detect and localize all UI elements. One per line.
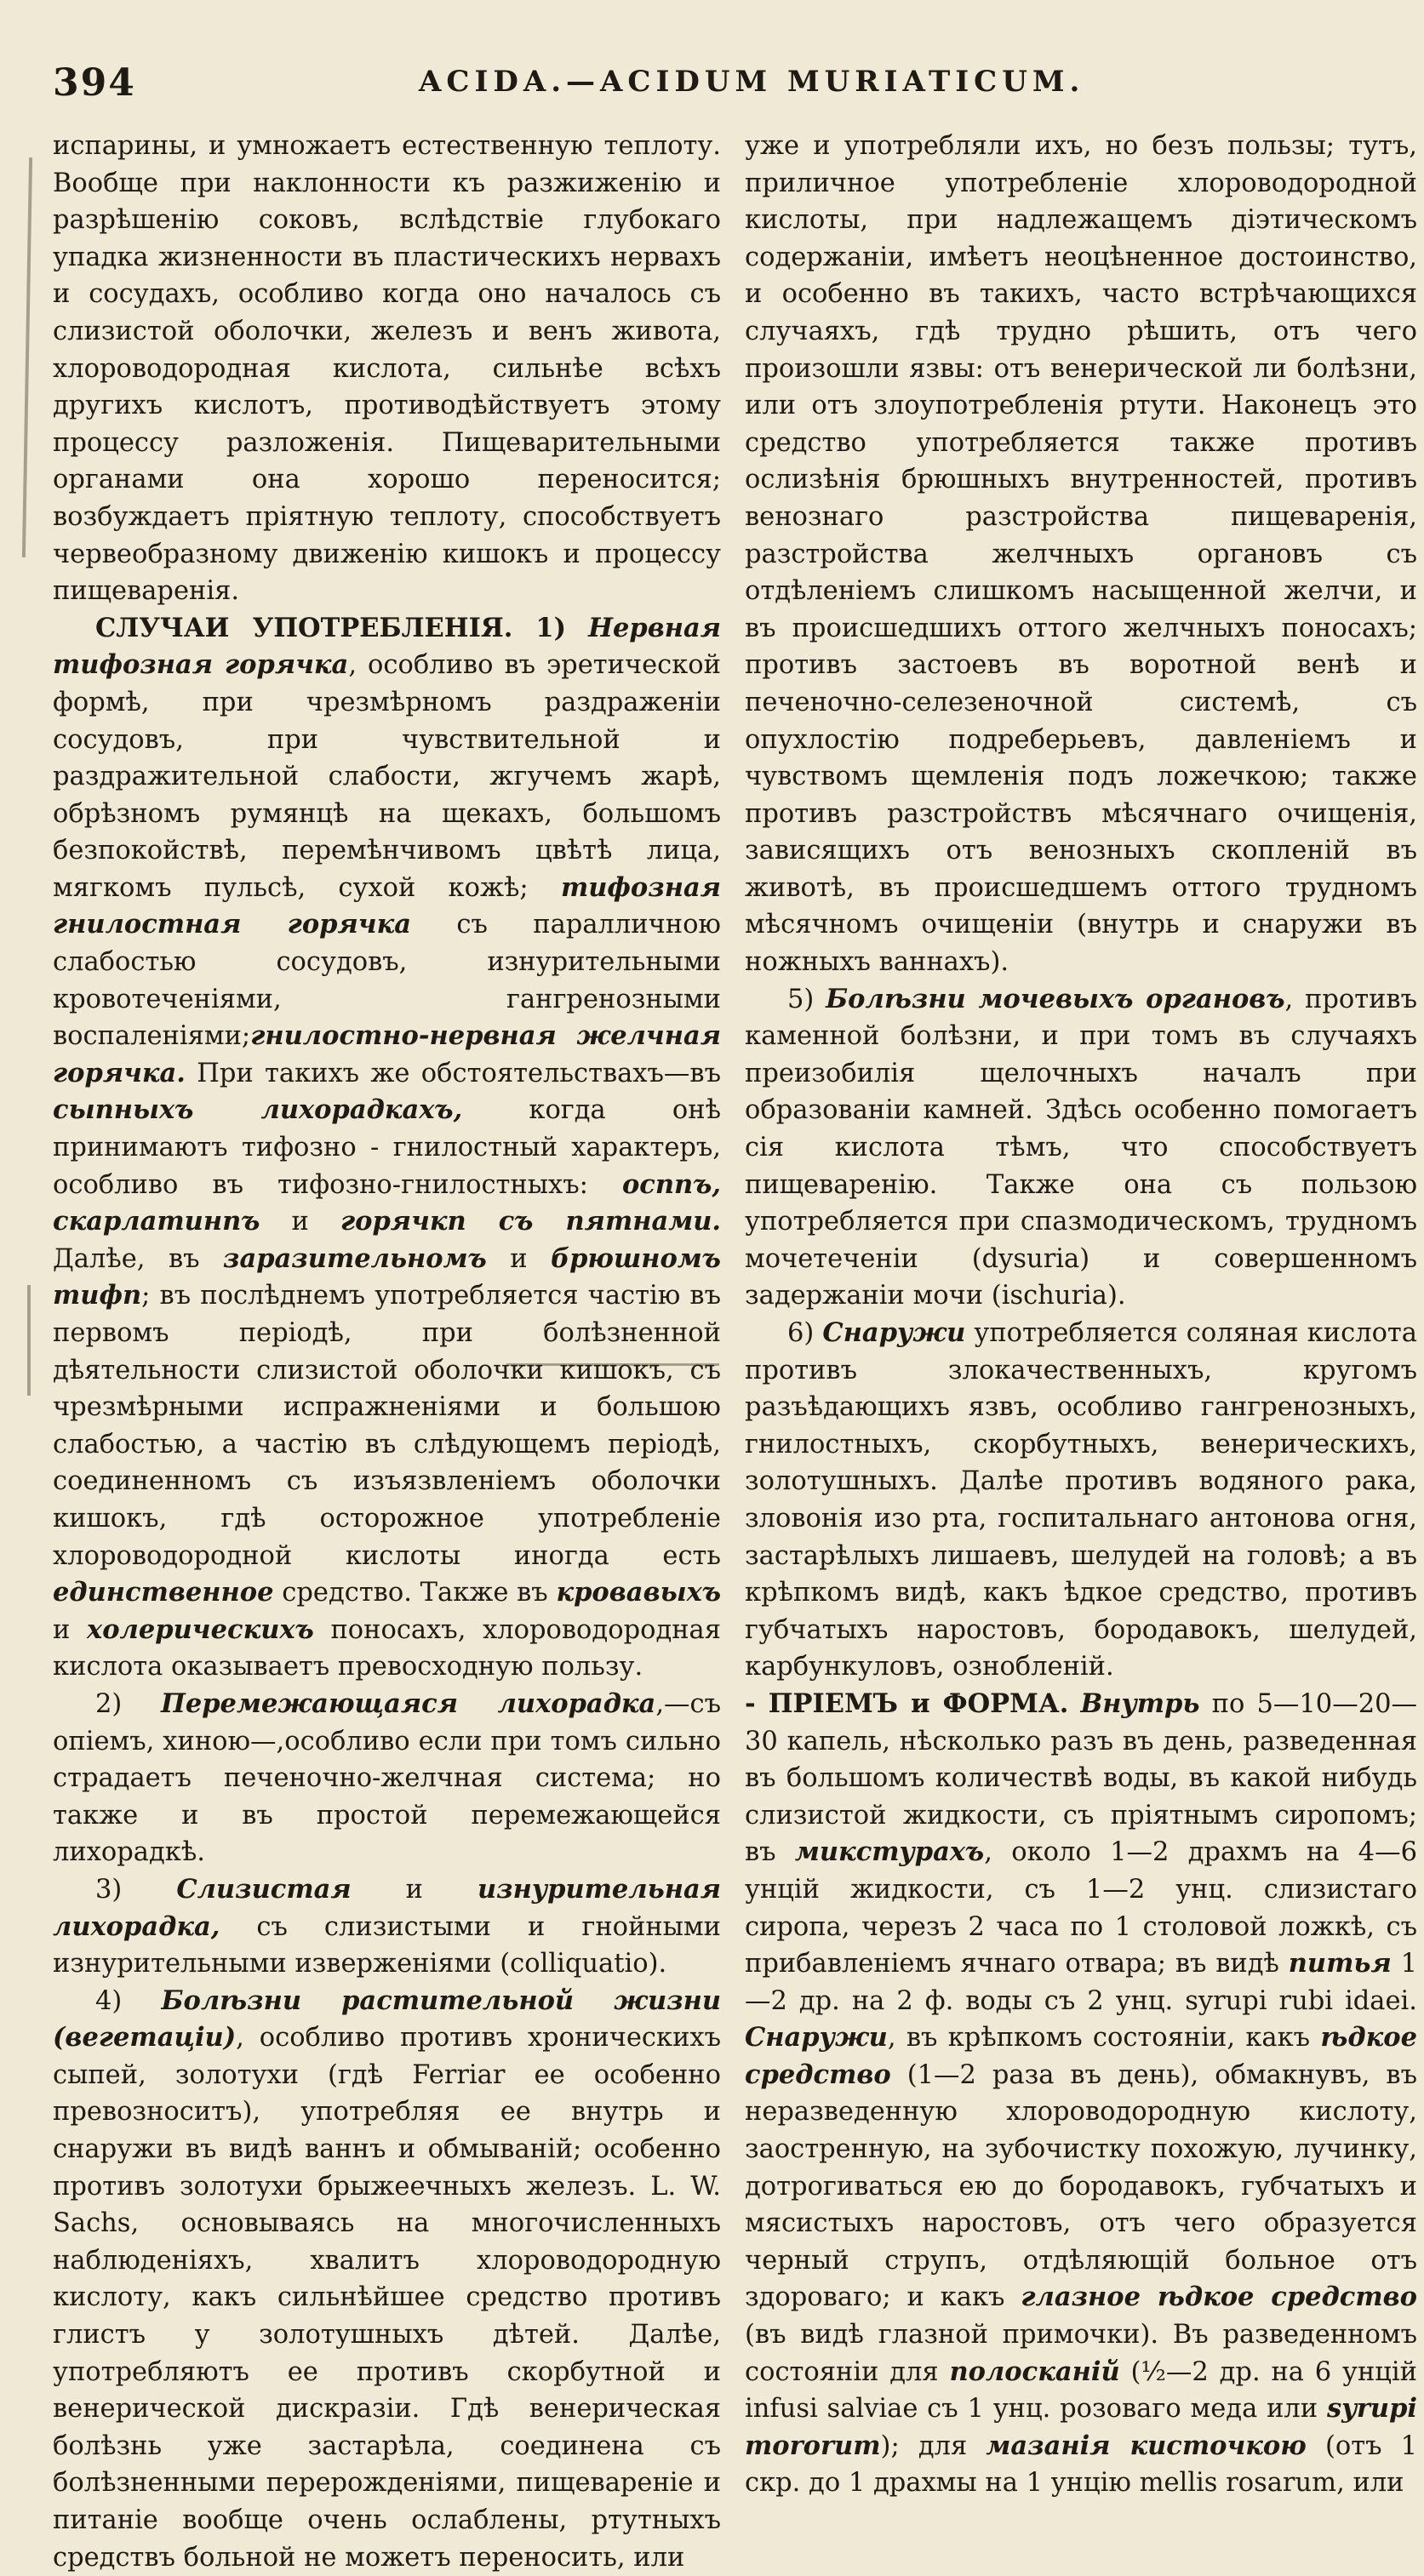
text: , особливо въ эретической формѣ, при чрезмѣрномъ раздраженіи сосудовъ, при чувствительной и раздражительной слабости, жгучемъ жарѣ, обрѣзномъ румянцѣ на щекахъ, большомъ безпокойствѣ, перемѣнчивомъ цвѣтѣ лица, мягкомъ пульсѣ, сухой кожѣ; xyxy=(53,650,722,903)
page-header xyxy=(53,61,1381,112)
section-heading: - ПРІЕМЪ и ФОРМА. xyxy=(745,1688,1069,1719)
term: syrupi mororum xyxy=(745,2393,1417,2461)
term: кровавыхъ xyxy=(556,1577,721,1608)
term: сыпныхъ лихорадкахъ, xyxy=(53,1094,463,1126)
term: единственное xyxy=(53,1577,274,1608)
text: ; въ послѣднемъ употребляется частію въ первомъ періодѣ, при болѣзненной дѣятельности слизистой оболочки кишокъ, съ чрезмѣрными испражненіями и большою слабостью, а частію въ слѣдующемъ періодѣ, соединенномъ съ изъязвленіемъ оболочки кишокъ, гдѣ осторожное употребленіе хлороводородной кислоты иногда есть xyxy=(53,1281,721,1571)
term: Болѣзни мочевыхъ органовъ xyxy=(826,983,1285,1014)
section-dosage xyxy=(745,1686,1417,2502)
text: и xyxy=(405,1874,423,1905)
text: средство. Также въ xyxy=(282,1578,548,1608)
item-4 xyxy=(53,1983,721,2576)
pencil-mark-left-lower xyxy=(27,1285,31,1396)
item-5 xyxy=(745,981,1417,1315)
item-3 xyxy=(53,1871,721,1983)
term: полосканій xyxy=(949,2356,1120,2387)
text: поносахъ, хлороводородная кислота оказываетъ превосходную пользу. xyxy=(53,1614,721,1682)
text: (½—2 др. на 6 унцій infusi salviae съ 1 унц. розоваго меда или xyxy=(745,2356,1417,2425)
text: ,—съ опіемъ, хиною—,особливо если при томъ сильно страдаетъ печеночно-желчная система; но также и въ простой перемежающейся лихорадкѣ. xyxy=(53,1688,721,1868)
term: Болѣзни растительной жизни (вегетаціи) xyxy=(53,1985,721,2053)
paragraph xyxy=(745,128,1417,981)
text: ); для xyxy=(880,2430,968,2461)
term: микстурахъ xyxy=(794,1836,985,1868)
item-number: 6) xyxy=(787,1318,815,1348)
item-number: 2) xyxy=(95,1688,123,1719)
text: Далѣе, въ xyxy=(53,1243,200,1274)
term: тифозная гнилостная горячка xyxy=(53,871,722,940)
term: ѣдкое средство xyxy=(745,2022,1417,2090)
text: При такихъ же обстоятельствахъ—въ xyxy=(197,1058,721,1088)
term: Внутрь xyxy=(1080,1688,1200,1719)
term: питья xyxy=(1288,1948,1392,1979)
text: съ слизистыми и гнойными изнурительными изверженіями (colliquatio). xyxy=(53,1911,721,1979)
text: , противъ каменной болѣзни, и при томъ въ случаяхъ преизобилія щелочныхъ началъ при образованіи камней. Здѣсь особенно помогаетъ сія кислота тѣмъ, что способствуетъ пищеваренію. Также она съ пользою употребляется при спазмодическомъ, трудномъ мочетеченіи (dysuria) и совершенномъ задержаніи мочи (ischuria). xyxy=(745,984,1417,1311)
text: и xyxy=(510,1243,528,1274)
item-6 xyxy=(745,1315,1417,1686)
text: съ паралличною слабостью сосудовъ, изнурительными кровотеченіями, гангренозными воспаленіями; xyxy=(53,910,721,1052)
term: горячкп съ пятнами. xyxy=(340,1206,721,1237)
item-number: 5) xyxy=(787,984,815,1014)
term: глазное ѣдкое средство xyxy=(1021,2282,1417,2313)
term: Снаружи xyxy=(822,1317,966,1348)
text: (въ видѣ глазной примочки). Въ разведенномъ состояніи для xyxy=(745,2320,1417,2387)
text: , особливо противъ хроническихъ сыпей, золотухи (гдѣ Ferriar ее особенно превозноситъ), употребляя ее внутрь и снаружи въ видѣ ваннъ и обмываній; особенно противъ золотухи брыжеечныхъ железъ. L. W. Sachs, основываясь на многочисленныхъ наблюденіяхъ, хвалитъ хлороводородную кислоту, какъ сильнѣйшее средство противъ глистъ у золотушныхъ дѣтей. Далѣе, употребляютъ ее противъ скорбутной и венерической дискразіи. Гдѣ венерическая болѣзнь уже застарѣла, соединена съ болѣзненными перерожденіями, пищевареніе и питаніе вообще очень ослаблены, ртутныхъ средствъ больной не можетъ переносить, или xyxy=(53,2023,721,2573)
term: Снаружи xyxy=(745,2022,888,2053)
term: заразительномъ xyxy=(222,1242,487,1274)
section-uses xyxy=(53,610,721,1686)
text: и xyxy=(53,1614,71,1645)
paragraph xyxy=(53,128,721,610)
text: когда онѣ принимаютъ тифозно - гнилостный характеръ, особливо въ тифозно-гнилостныхъ: xyxy=(53,1095,721,1200)
term: Слизистая xyxy=(176,1873,352,1905)
paragraph-text: уже и употребляли ихъ, но безъ пользы; тутъ, приличное употребленіе хлороводородной кислоты, при надлежащемъ діэтическомъ содержаніи, имѣетъ неоцѣненное достоинство, и особенно въ такихъ, часто встрѣчающихся случаяхъ, гдѣ трудно рѣшить, отъ чего произошли язвы: отъ венерической ли болѣзни, или отъ злоупотребленія ртути. Наконецъ это средство употребляется также противъ ослизѣнія брюшныхъ внутренностей, противъ венознаго разстройства пищеваренія, разстройства желчныхъ органовъ съ отдѣленіемъ слишкомъ насыщенной желчи, и въ происшедшихъ оттого желчныхъ поносахъ; противъ застоевъ въ воротной венѣ и печеночно-селезеночной системѣ, съ опухлостію подреберьевъ, давленіемъ и чувствомъ щемленія подъ ложечкою; также противъ разстройствъ мѣсячнаго очищенія, зависящихъ отъ венозныхъ скопленій въ животѣ, въ происшедшемъ оттого трудномъ мѣсячномъ очищеніи (внутрь и снаружи въ ножныхъ ваннахъ). xyxy=(745,131,1417,978)
text: (отъ 1 скр. до 1 драхмы на 1 унцію mellis rosarum, или xyxy=(745,2430,1417,2499)
text: по 5—10—20—30 капель, нѣсколько разъ въ день, разведенная въ большомъ количествѣ воды, въ какой нибудь слизистой жидкости, съ пріятнымъ сиропомъ; въ xyxy=(745,1688,1418,1868)
text: (1—2 раза въ день), обмакнувъ, въ неразведенную хлороводородную кислоту, заостренную, на зубочистку похожую, лучинку, дотрогиваться ею до бородавокъ, губчатыхъ и мясистыхъ наростовъ, отъ чего образуется черный струпъ, отдѣляющій больное отъ здороваго; и какъ xyxy=(745,2059,1417,2313)
paragraph-text: испарины, и умножаетъ естественную теплоту. Вообще при наклонности къ разжиженію и разрѣшенію соковъ, вслѣдствіе глубокаго упадка жизненности въ пластическихъ нервахъ и сосудахъ, особливо когда оно началось съ слизистой оболочки, железъ и венъ живота, хлороводородная кислота, сильнѣе всѣхъ другихъ кислотъ, противодѣйствуетъ этому процессу разложенія. Пищеварительными органами она хорошо переносится; возбуждаетъ пріятную теплоту, способствуетъ червеобразному движенію кишокъ и процессу пищеваренія. xyxy=(53,131,721,607)
item-2 xyxy=(53,1686,721,1871)
left-column xyxy=(53,128,721,2576)
term: брюшномъ тифп xyxy=(53,1242,721,1311)
term: гнилостно-нервная желчная горячка. xyxy=(53,1020,721,1088)
term: Нервная тифозная горячка xyxy=(53,612,721,681)
running-head: ACIDA.—ACIDUM MURIATICUM. xyxy=(419,65,1085,99)
text: 1—2 др. на 2 ф. воды съ 2 унц. syrupi rubi idaei. xyxy=(745,1949,1417,2016)
page-number: 394 xyxy=(53,61,136,105)
item-number: 3) xyxy=(95,1874,123,1905)
term: холерическихъ xyxy=(87,1614,314,1645)
text: употребляется соляная кислота противъ злокачественныхъ, кругомъ разъѣдающихъ язвъ, особливо гангренозныхъ, гнилостныхъ, скорбутныхъ, венерическихъ, золотушныхъ. Далѣе противъ водяного рака, зловонія изо рта, госпитальнаго антонова огня, застарѣлыхъ лишаевъ, шелудей на головѣ; а въ крѣпкомъ видѣ, какъ ѣдкое средство, противъ губчатыхъ наростовъ, бородавокъ, шелудей, карбункуловъ, ознобленій. xyxy=(745,1318,1417,1682)
item-number: 4) xyxy=(95,1985,123,2016)
text: , около 1—2 драхмъ на 4—6 унцій жидкости, съ 1—2 унц. слизистаго сиропа, черезъ 2 часа по 1 столовой ложкѣ, съ прибавленіемъ ячнаго отвара; въ видѣ xyxy=(745,1837,1417,1979)
text: , въ крѣпкомъ состояніи, какъ xyxy=(887,2023,1311,2053)
section-heading: СЛУЧАИ УПОТРЕБЛЕНІЯ. 1) xyxy=(95,612,567,643)
text: и xyxy=(291,1207,309,1237)
right-column xyxy=(745,128,1417,2502)
term: Перемежающаяся лихорадка xyxy=(161,1688,656,1719)
term: мазанія кисточкою xyxy=(986,2430,1307,2461)
term: изнурительная лихорадка, xyxy=(53,1873,722,1942)
term: осппъ, скарлатинпъ xyxy=(53,1168,721,1237)
pencil-mark-left xyxy=(22,157,32,557)
